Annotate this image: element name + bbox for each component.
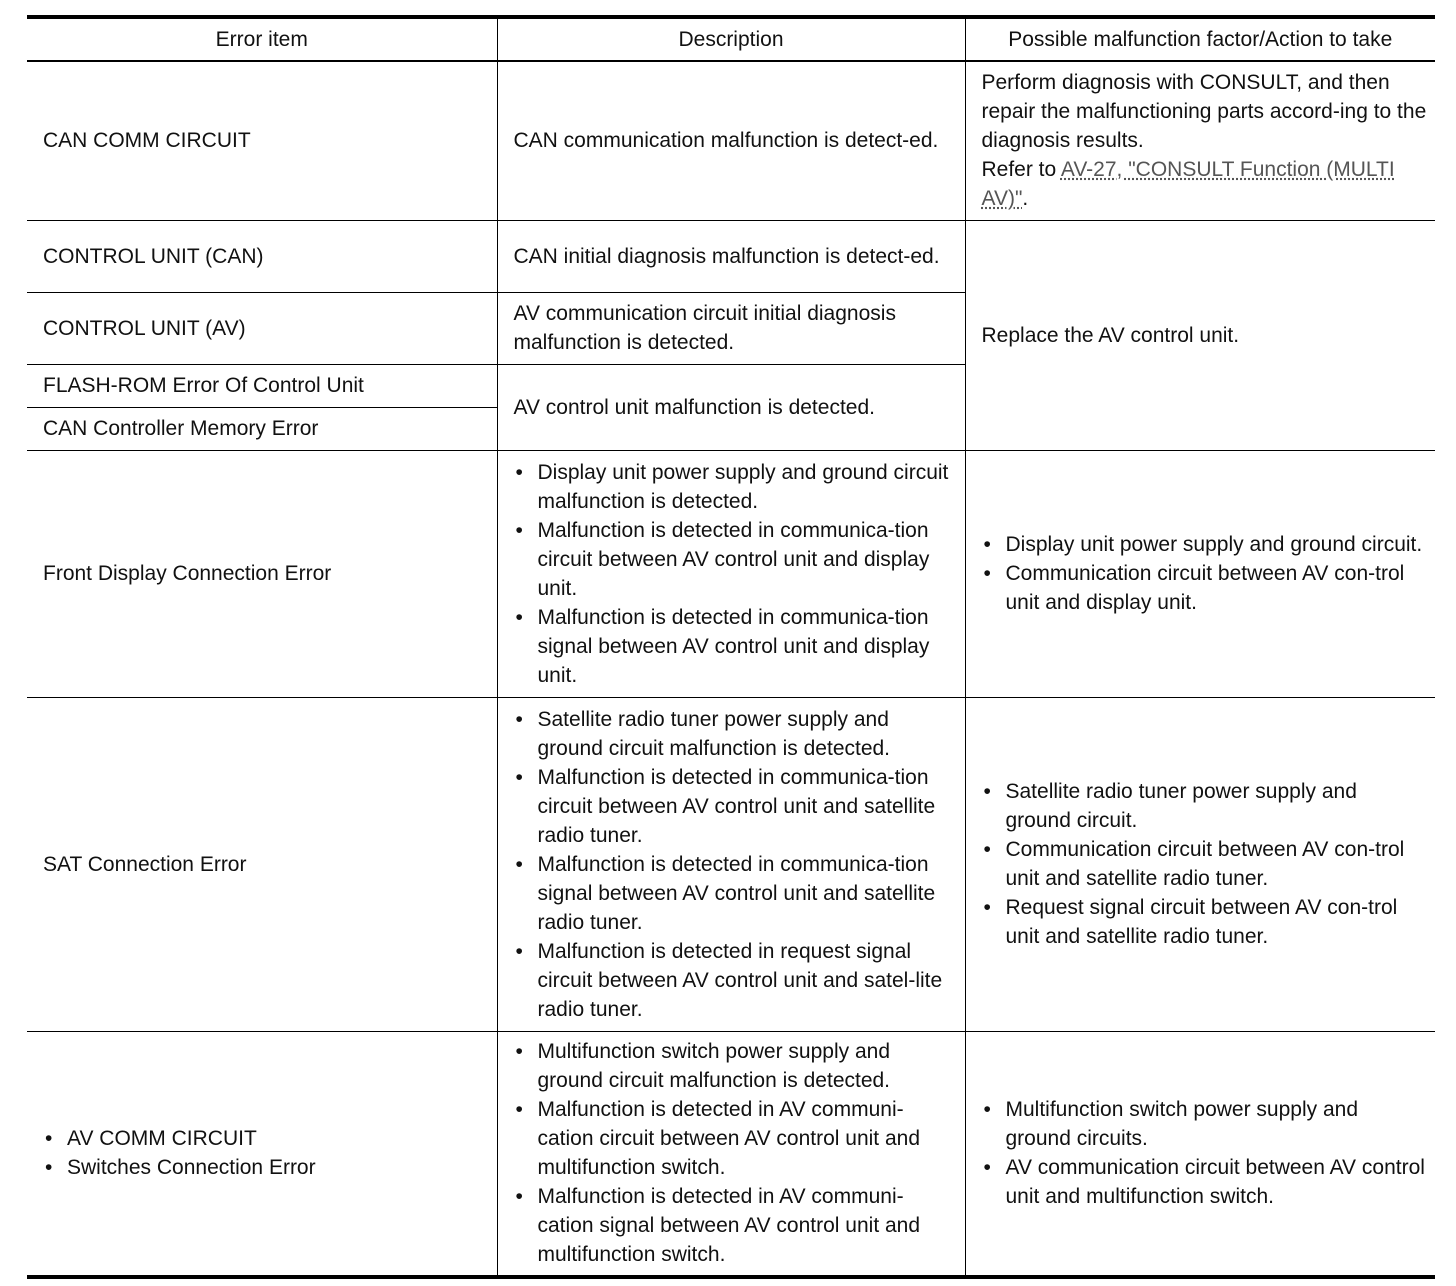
header-description: Description [497,17,965,61]
list-item: • Multifunction switch power supply and ground circuits. [982,1095,1428,1153]
description-list [514,1037,957,1269]
refer-prefix: Refer to [981,158,1061,182]
list-item: • Malfunction is detected in request signal circuit between AV control unit and satel-lite radio tuner. [514,937,957,1024]
action-list [982,1095,1428,1211]
refer-link[interactable]: AV-27, "CONSULT Function (MULTI AV)" [981,158,1395,211]
list-item: • Communication circuit between AV con-trol unit and display unit. [982,559,1428,617]
table-row [27,697,1435,1031]
list-item: • Satellite radio tuner power supply and ground circuit malfunction is detected. [514,705,957,763]
error-item-cell: CAN Controller Memory Error [27,407,497,450]
list-item: • AV COMM CIRCUIT [43,1124,489,1153]
list-item: • Malfunction is detected in AV communi-cation signal between AV control unit and multifunction switch. [514,1182,957,1269]
error-item-list [43,1124,489,1182]
action-cell [965,1031,1435,1277]
list-item: • AV communication circuit between AV control unit and multifunction switch. [982,1153,1428,1211]
list-item: • Malfunction is detected in communica-tion circuit between AV control unit and display unit. [514,516,957,603]
list-item: • Display unit power supply and ground circuit. [982,530,1428,559]
description-cell [497,450,965,697]
action-text: Perform diagnosis with CONSULT, and then repair the malfunctioning parts accord-ing to the diagnosis results. [981,71,1427,153]
error-item-cell: CONTROL UNIT (AV) [27,292,497,364]
action-cell [965,450,1435,697]
list-item: • Malfunction is detected in communica-tion circuit between AV control unit and satellite radio tuner. [514,763,957,850]
list-item: • Malfunction is detected in AV communi-cation circuit between AV control unit and multifunction switch. [514,1095,957,1182]
action-cell: Replace the AV control unit. [965,220,1435,450]
list-item: • Request signal circuit between AV con-trol unit and satellite radio tuner. [982,893,1428,951]
action-cell [965,697,1435,1031]
header-error-item: Error item [27,17,497,61]
table-row [27,61,1435,220]
list-item: • Malfunction is detected in communica-tion signal between AV control unit and display unit. [514,603,957,690]
list-item: • Multifunction switch power supply and ground circuit malfunction is detected. [514,1037,957,1095]
error-item-cell: SAT Connection Error [27,697,497,1031]
list-item: • Display unit power supply and ground circuit malfunction is detected. [514,458,957,516]
table-header-row [27,17,1435,61]
description-list [514,705,957,1024]
list-item: • Malfunction is detected in communica-tion signal between AV control unit and satellite radio tuner. [514,850,957,937]
description-cell: AV communication circuit initial diagnosis malfunction is detected. [497,292,965,364]
error-item-table [27,15,1435,1279]
refer-suffix: . [1022,187,1029,211]
table-row [27,220,1435,292]
list-item: • Communication circuit between AV con-trol unit and satellite radio tuner. [982,835,1428,893]
table-row [27,1031,1435,1277]
action-list [982,777,1428,951]
action-list [982,530,1428,617]
description-cell: CAN communication malfunction is detect-ed. [497,61,965,220]
action-cell [965,61,1435,220]
list-item: • Switches Connection Error [43,1153,489,1182]
description-cell: AV control unit malfunction is detected. [497,364,965,450]
description-cell [497,1031,965,1277]
error-item-cell [27,1031,497,1277]
error-item-cell: CONTROL UNIT (CAN) [27,220,497,292]
error-item-cell: FLASH-ROM Error Of Control Unit [27,364,497,407]
error-item-cell: Front Display Connection Error [27,450,497,697]
description-cell [497,697,965,1031]
error-item-cell: CAN COMM CIRCUIT [27,61,497,220]
list-item: • Satellite radio tuner power supply and ground circuit. [982,777,1428,835]
description-list [514,458,957,690]
description-cell: CAN initial diagnosis malfunction is detect-ed. [497,220,965,292]
header-action: Possible malfunction factor/Action to take [965,17,1435,61]
table-row [27,450,1435,697]
